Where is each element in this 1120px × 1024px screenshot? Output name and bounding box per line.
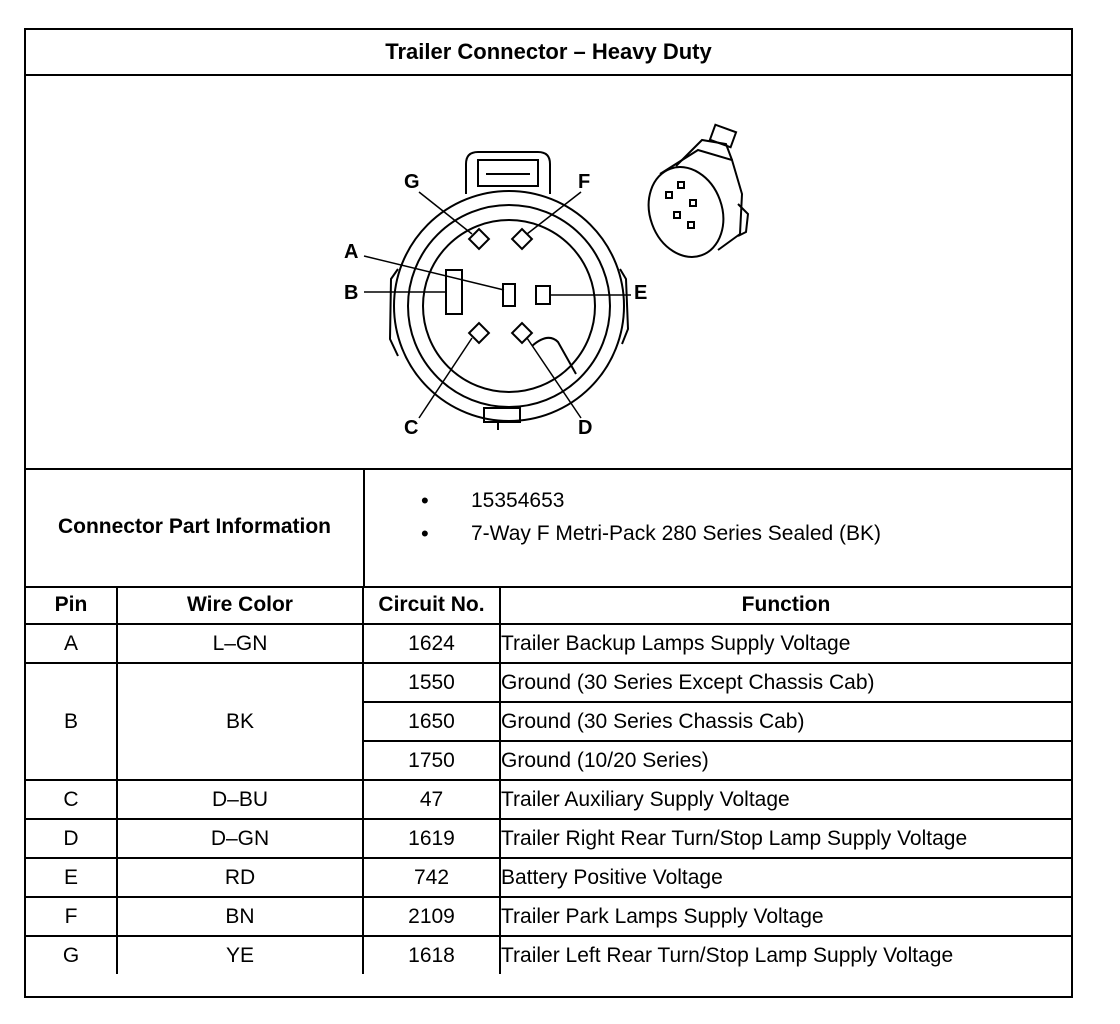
pin-label-f: F <box>578 171 591 193</box>
wire-color-cell: D–GN <box>117 819 363 858</box>
wire-color-cell: L–GN <box>117 624 363 663</box>
circuit-cell: 1624 <box>363 624 500 663</box>
pin-cell: D <box>26 819 117 858</box>
function-cell: Trailer Left Rear Turn/Stop Lamp Supply Voltage <box>500 936 1071 974</box>
pin-cell: F <box>26 897 117 936</box>
pin-label-c: C <box>404 417 419 439</box>
function-cell: Ground (30 Series Chassis Cab) <box>500 702 1071 741</box>
pin-label-a: A <box>344 241 359 263</box>
circuit-cell: 1619 <box>363 819 500 858</box>
circuit-cell: 1650 <box>363 702 500 741</box>
connector-sheet <box>24 28 1073 998</box>
function-cell: Ground (10/20 Series) <box>500 741 1071 780</box>
pin-cell: A <box>26 624 117 663</box>
header-wire-color: Wire Color <box>117 586 363 624</box>
table-header-row <box>26 586 1071 624</box>
wire-color-cell: BK <box>117 663 363 780</box>
table-row <box>26 780 1071 819</box>
function-cell: Trailer Park Lamps Supply Voltage <box>500 897 1071 936</box>
circuit-cell: 1550 <box>363 663 500 702</box>
connector-description: • 7-Way F Metri-Pack 280 Series Sealed (BK) <box>421 517 881 550</box>
pin-label-b: B <box>344 282 359 304</box>
connector-part-info-label: Connector Part Information <box>26 468 365 586</box>
connector-part-info-list <box>421 484 881 550</box>
pin-cell: E <box>26 858 117 897</box>
circuit-cell: 47 <box>363 780 500 819</box>
pin-table <box>26 586 1071 974</box>
table-row <box>26 936 1071 974</box>
table-row <box>26 819 1071 858</box>
pin-label-e: E <box>634 282 648 304</box>
pin-cell: G <box>26 936 117 974</box>
pin-cell: C <box>26 780 117 819</box>
circuit-cell: 742 <box>363 858 500 897</box>
wire-color-cell: RD <box>117 858 363 897</box>
wire-color-cell: YE <box>117 936 363 974</box>
table-row <box>26 897 1071 936</box>
function-cell: Ground (30 Series Except Chassis Cab) <box>500 663 1071 702</box>
table-row <box>26 624 1071 663</box>
circuit-cell: 2109 <box>363 897 500 936</box>
pin-label-d: D <box>578 417 593 439</box>
connector-face-drawing <box>26 74 1071 468</box>
header-pin: Pin <box>26 586 117 624</box>
function-cell: Trailer Backup Lamps Supply Voltage <box>500 624 1071 663</box>
pin-label-g: G <box>404 171 420 193</box>
function-cell: Battery Positive Voltage <box>500 858 1071 897</box>
function-cell: Trailer Right Rear Turn/Stop Lamp Supply Voltage <box>500 819 1071 858</box>
header-function: Function <box>500 586 1071 624</box>
table-row <box>26 858 1071 897</box>
circuit-cell: 1750 <box>363 741 500 780</box>
part-number: • 15354653 <box>421 484 881 517</box>
connector-isometric-view <box>636 125 748 268</box>
pin-cell: B <box>26 663 117 780</box>
wire-color-cell: BN <box>117 897 363 936</box>
table-row <box>26 663 1071 702</box>
connector-part-info <box>26 468 1071 588</box>
header-circuit-no: Circuit No. <box>363 586 500 624</box>
circuit-cell: 1618 <box>363 936 500 974</box>
page-title: Trailer Connector – Heavy Duty <box>26 30 1071 76</box>
wire-color-cell: D–BU <box>117 780 363 819</box>
connector-diagram <box>26 74 1071 470</box>
function-cell: Trailer Auxiliary Supply Voltage <box>500 780 1071 819</box>
